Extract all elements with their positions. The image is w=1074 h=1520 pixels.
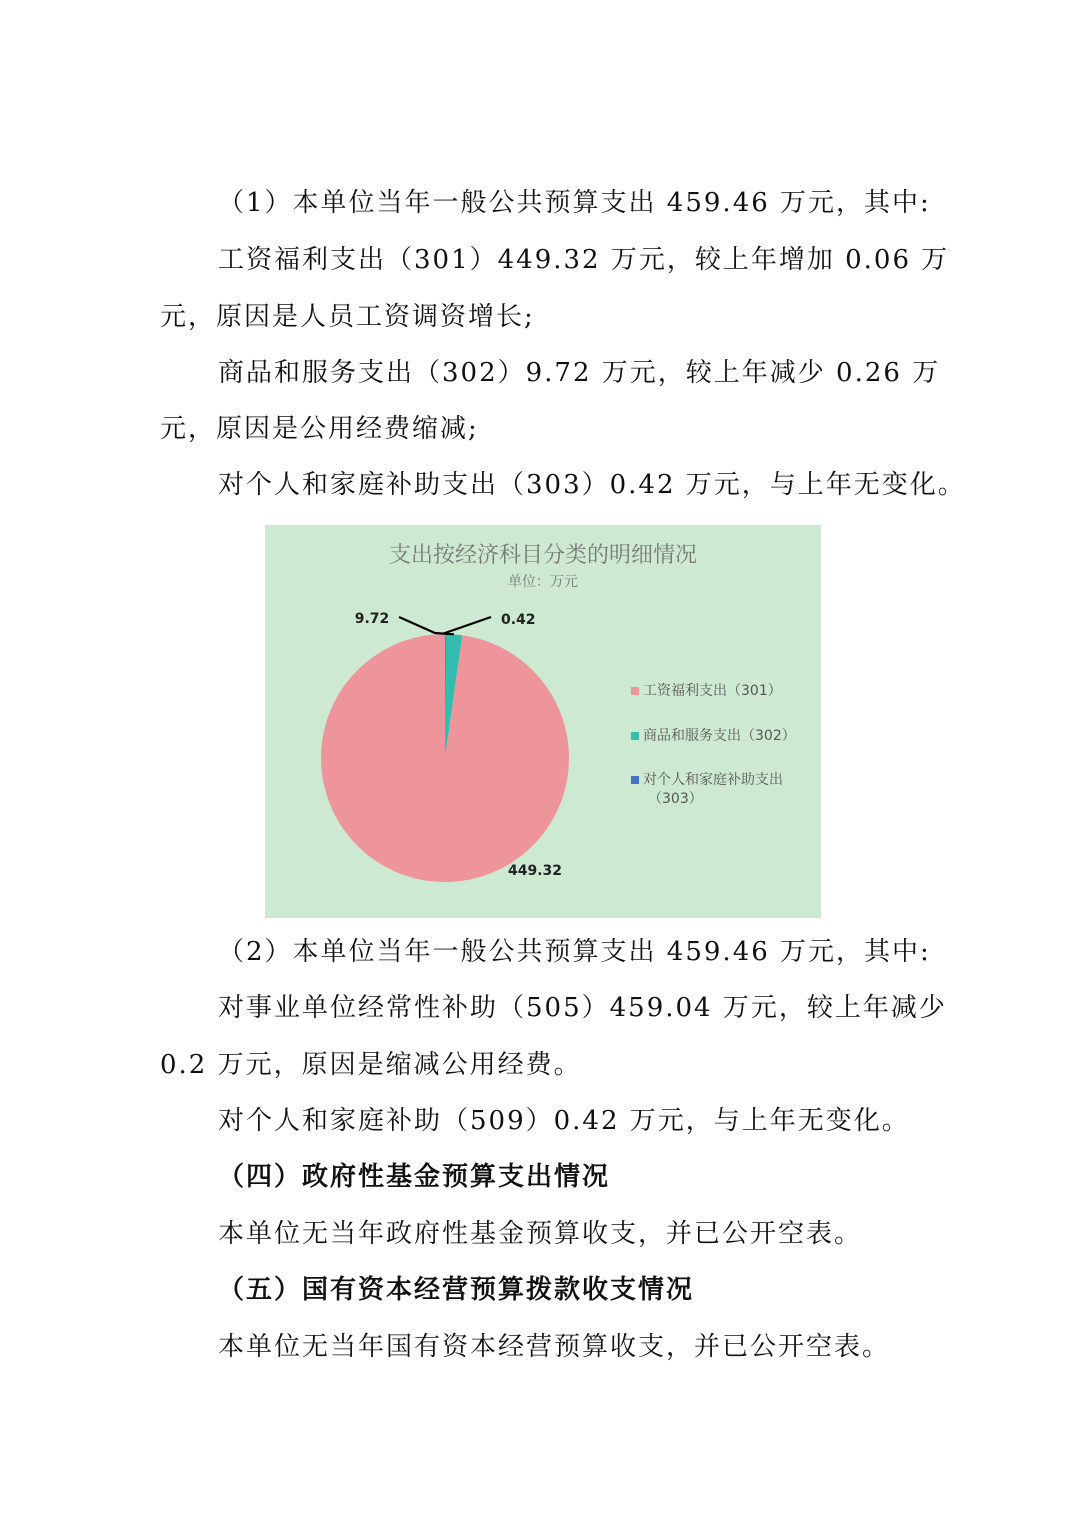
legend-swatch-2 [631, 732, 639, 740]
legend-label-3-line-2: （303） [648, 791, 703, 807]
paragraph-3-line-1: 商品和服务支出（302）9.72 万元，较上年减少 0.26 万 [218, 358, 941, 388]
paragraph-7: 对个人和家庭补助（509）0.42 万元，与上年无变化。 [218, 1106, 910, 1136]
paragraph-2-line-1: 工资福利支出（301）449.32 万元，较上年增加 0.06 万 [218, 245, 950, 275]
data-label-3: 0.42 [501, 612, 536, 628]
paragraph-6-line-1: 对事业单位经常性补助（505）459.04 万元，较上年减少 [218, 993, 947, 1023]
paragraph-8: 本单位无当年政府性基金预算收支，并已公开空表。 [218, 1219, 863, 1249]
legend-label-3: 对个人和家庭补助支出 [643, 772, 783, 788]
legend-swatch-1 [631, 687, 639, 695]
chart-subtitle: 单位：万元 [508, 574, 578, 590]
paragraph-4: 对个人和家庭补助支出（303）0.42 万元，与上年无变化。 [218, 470, 966, 500]
data-label-1: 449.32 [507, 863, 563, 879]
paragraph-6-line-2: 0.2 万元，原因是缩减公用经费。 [160, 1050, 582, 1080]
pie-chart-svg [265, 525, 821, 918]
chart-title: 支出按经济科目分类的明细情况 [388, 543, 698, 568]
paragraph-5: （2）本单位当年一般公共预算支出 459.46 万元，其中: [218, 937, 931, 967]
paragraph-9: 本单位无当年国有资本经营预算收支，并已公开空表。 [218, 1332, 891, 1362]
pie-chart [265, 525, 821, 918]
section-heading-5: （五）国有资本经营预算拨款收支情况 [218, 1275, 695, 1305]
legend-swatch-3 [631, 776, 639, 784]
paragraph-3-line-2: 元，原因是公用经费缩减; [160, 414, 479, 444]
legend-label-2: 商品和服务支出（302） [643, 728, 796, 744]
paragraph-1: （1）本单位当年一般公共预算支出 459.46 万元，其中: [218, 188, 931, 218]
legend-label-1: 工资福利支出（301） [643, 683, 782, 699]
section-heading-4: （四）政府性基金预算支出情况 [218, 1162, 611, 1192]
data-label-2: 9.72 [354, 611, 390, 627]
paragraph-2-line-2: 元，原因是人员工资调资增长; [160, 302, 535, 332]
